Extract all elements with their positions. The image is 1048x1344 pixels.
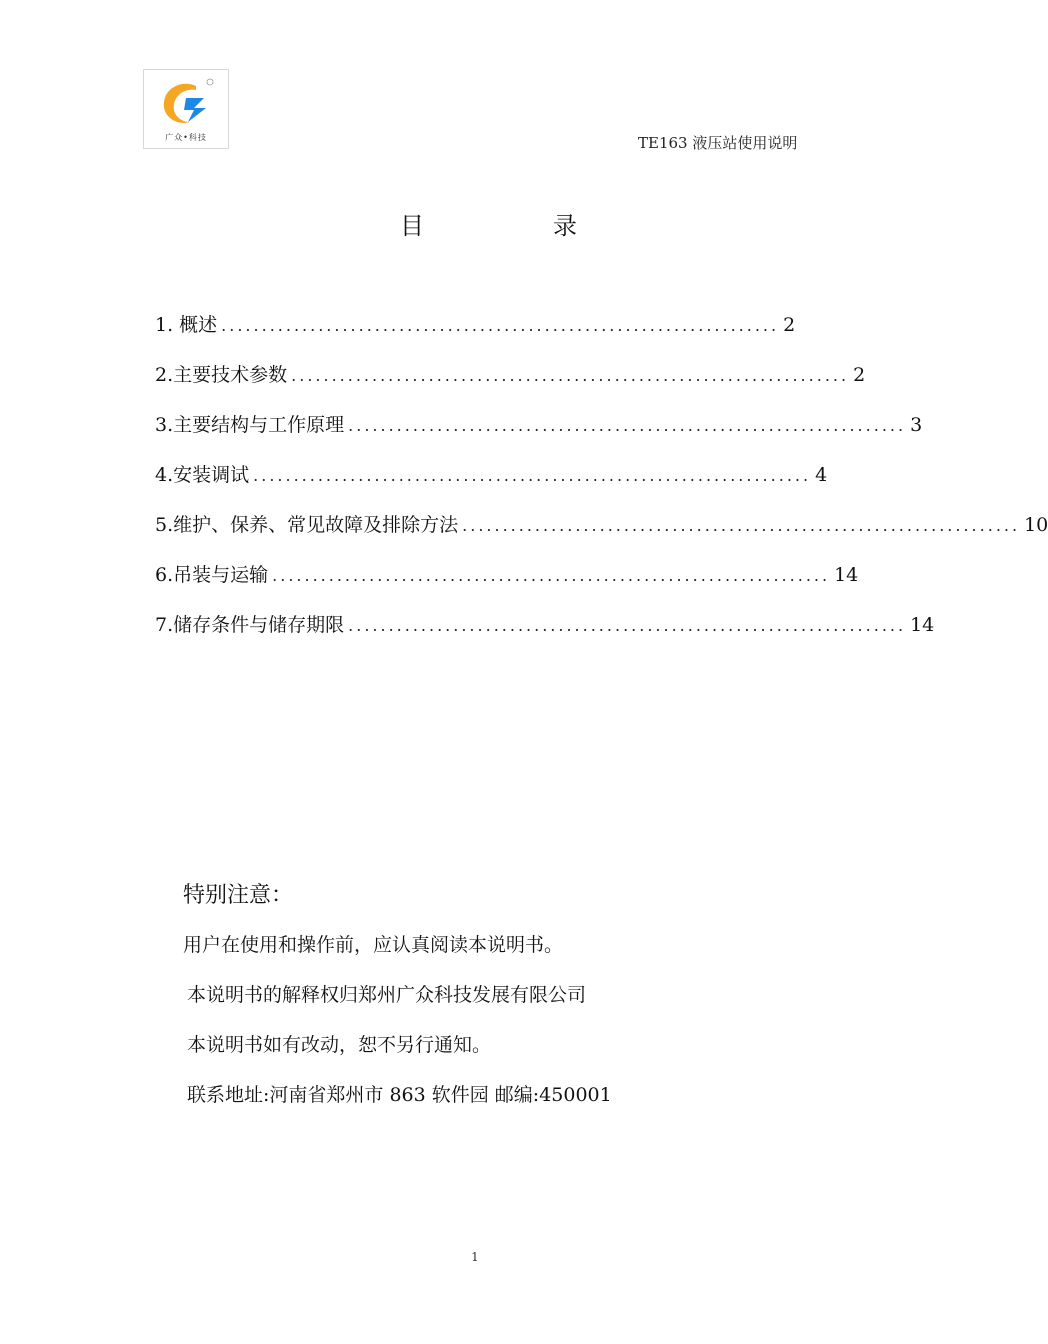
toc-heading-right: 录 xyxy=(553,212,577,240)
toc-entry-label: 6.吊装与运输 xyxy=(155,564,269,586)
toc-leader-dots: ..................................................................... xyxy=(348,416,907,435)
toc-leader-dots: ..................................................................... xyxy=(291,366,850,385)
toc-entry-page: 2 xyxy=(783,314,796,336)
toc-entry-page: 10 xyxy=(1024,514,1048,536)
toc-heading-left: 目 xyxy=(400,212,424,240)
toc-leader-dots: ..................................................................... xyxy=(348,616,907,635)
toc-entry-label: 7.储存条件与储存期限 xyxy=(155,614,345,636)
toc-entry-page: 4 xyxy=(815,464,828,486)
company-logo xyxy=(143,69,229,149)
toc-entry-page: 3 xyxy=(910,414,923,436)
toc-entry[interactable] xyxy=(155,510,1048,560)
toc-entry-label: 3.主要结构与工作原理 xyxy=(155,414,345,436)
logo-text: 广众•科技 xyxy=(165,133,207,142)
toc-entry-page: 2 xyxy=(853,364,866,386)
toc-entry[interactable] xyxy=(155,560,859,610)
toc-entry[interactable] xyxy=(155,310,796,360)
notice-line: 联系地址:河南省郑州市 863 软件园 邮编:450001 xyxy=(187,1084,612,1106)
notice-title: 特别注意： xyxy=(183,883,294,908)
table-of-contents xyxy=(155,310,1048,660)
toc-entry-label: 2.主要技术参数 xyxy=(155,364,288,386)
special-notice xyxy=(183,878,612,1130)
company-logo-icon xyxy=(158,76,216,130)
toc-entry-label: 4.安装调试 xyxy=(155,464,250,486)
notice-line: 本说明书的解释权归郑州广众科技发展有限公司 xyxy=(187,984,587,1006)
document-title: TE163 液压站使用说明 xyxy=(638,134,798,152)
toc-entry-label: 5.维护、保养、常见故障及排除方法 xyxy=(155,514,459,536)
toc-entry-page: 14 xyxy=(910,614,935,636)
toc-leader-dots: ..................................................................... xyxy=(272,566,831,585)
toc-leader-dots: ..................................................................... xyxy=(462,516,1021,535)
toc-entry[interactable] xyxy=(155,460,828,510)
toc-leader-dots: ..................................................................... xyxy=(253,466,812,485)
toc-leader-dots: ..................................................................... xyxy=(221,316,780,335)
toc-entry-label: 1. 概述 xyxy=(155,314,218,336)
notice-line: 用户在使用和操作前，应认真阅读本说明书。 xyxy=(183,934,564,956)
toc-entry[interactable] xyxy=(155,360,866,410)
notice-line: 本说明书如有改动，恕不另行通知。 xyxy=(187,1034,492,1056)
toc-entry[interactable] xyxy=(155,410,923,460)
page-number: 1 xyxy=(471,1250,479,1264)
toc-entry-page: 14 xyxy=(834,564,859,586)
toc-entry[interactable] xyxy=(155,610,935,660)
